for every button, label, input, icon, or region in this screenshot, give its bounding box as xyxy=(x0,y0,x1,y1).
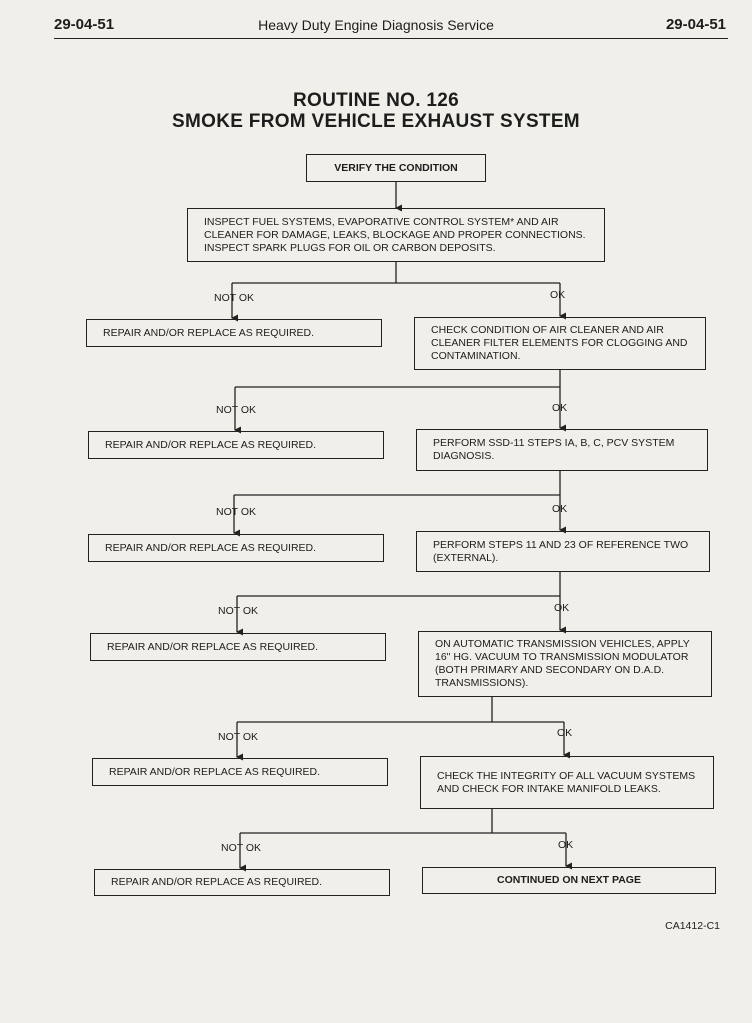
continued-box xyxy=(422,867,716,894)
ok-label-4: OK xyxy=(554,602,570,614)
reference-two-box xyxy=(416,531,710,572)
ok-label-2: OK xyxy=(552,402,568,414)
not-ok-label-6: NOT OK xyxy=(221,842,262,854)
repair-text-1: REPAIR AND/OR REPLACE AS REQUIRED. xyxy=(103,326,315,339)
repair-box-2 xyxy=(88,431,384,459)
repair-text-4: REPAIR AND/OR REPLACE AS REQUIRED. xyxy=(107,640,319,653)
routine-subtitle: SMOKE FROM VEHICLE EXHAUST SYSTEM xyxy=(172,111,580,132)
ssd11-box xyxy=(416,429,708,471)
repair-box-4 xyxy=(90,633,386,661)
vacuum-integrity-text: CHECK THE INTEGRITY OF ALL VACUUM SYSTEMS AND CHECK FOR INTAKE MANIFOLD LEAKS. xyxy=(437,769,696,795)
check-air-cleaner-box xyxy=(414,317,706,370)
running-header: Heavy Duty Engine Diagnosis Service xyxy=(258,17,494,33)
not-ok-label-1: NOT OK xyxy=(214,292,255,304)
inspect-text: INSPECT FUEL SYSTEMS, EVAPORATIVE CONTROL SYSTEM* AND AIR CLEANER FOR DAMAGE, LEAKS, BLOCKAGE AND PROPER CONNECTIONS. INSPECT SPARK PLUGS FOR OIL OR CARBON DEPOSITS. xyxy=(204,215,586,254)
not-ok-label-3: NOT OK xyxy=(216,506,257,518)
repair-box-5 xyxy=(92,758,388,786)
not-ok-label-5: NOT OK xyxy=(218,731,259,743)
ok-label-5: OK xyxy=(557,727,573,739)
continued-text: CONTINUED ON NEXT PAGE xyxy=(497,874,641,886)
repair-text-3: REPAIR AND/OR REPLACE AS REQUIRED. xyxy=(105,541,317,554)
page-number-right: 29-04-51 xyxy=(665,16,726,33)
ok-label-3: OK xyxy=(552,503,568,515)
routine-title: ROUTINE NO. 126 xyxy=(292,90,460,111)
not-ok-label-4: NOT OK xyxy=(218,605,259,617)
inspect-box xyxy=(187,208,605,262)
vacuum-integrity-box xyxy=(420,756,714,809)
reference-two-text: PERFORM STEPS 11 AND 23 OF REFERENCE TWO (EXTERNAL). xyxy=(433,538,689,564)
repair-box-1 xyxy=(86,319,382,347)
repair-box-3 xyxy=(88,534,384,562)
verify-condition-box xyxy=(306,154,486,182)
repair-text-6: REPAIR AND/OR REPLACE AS REQUIRED. xyxy=(111,876,323,888)
verify-condition-text: VERIFY THE CONDITION xyxy=(334,161,458,174)
repair-text-2: REPAIR AND/OR REPLACE AS REQUIRED. xyxy=(105,438,317,451)
figure-code: CA1412-C1 xyxy=(665,920,720,932)
transmission-modulator-box xyxy=(418,631,712,697)
ssd11-text: PERFORM SSD-11 STEPS IA, B, C, PCV SYSTEM DIAGNOSIS. xyxy=(433,437,675,462)
repair-text-5: REPAIR AND/OR REPLACE AS REQUIRED. xyxy=(109,765,321,778)
ok-label-6: OK xyxy=(558,839,574,851)
check-air-cleaner-text: CHECK CONDITION OF AIR CLEANER AND AIR CLEANER FILTER ELEMENTS FOR CLOGGING AND CONTAMINATION. xyxy=(431,324,688,362)
not-ok-label-2: NOT OK xyxy=(216,404,257,416)
page-number-left: 29-04-51 xyxy=(54,16,115,33)
transmission-modulator-text: ON AUTOMATIC TRANSMISSION VEHICLES, APPLY 16" HG. VACUUM TO TRANSMISSION MODULATOR (BOTH PRIMARY AND SECONDARY ON D.A.D. TRANSMISSIONS). xyxy=(435,638,690,689)
ok-label-1: OK xyxy=(550,289,566,301)
repair-box-6 xyxy=(94,869,390,896)
